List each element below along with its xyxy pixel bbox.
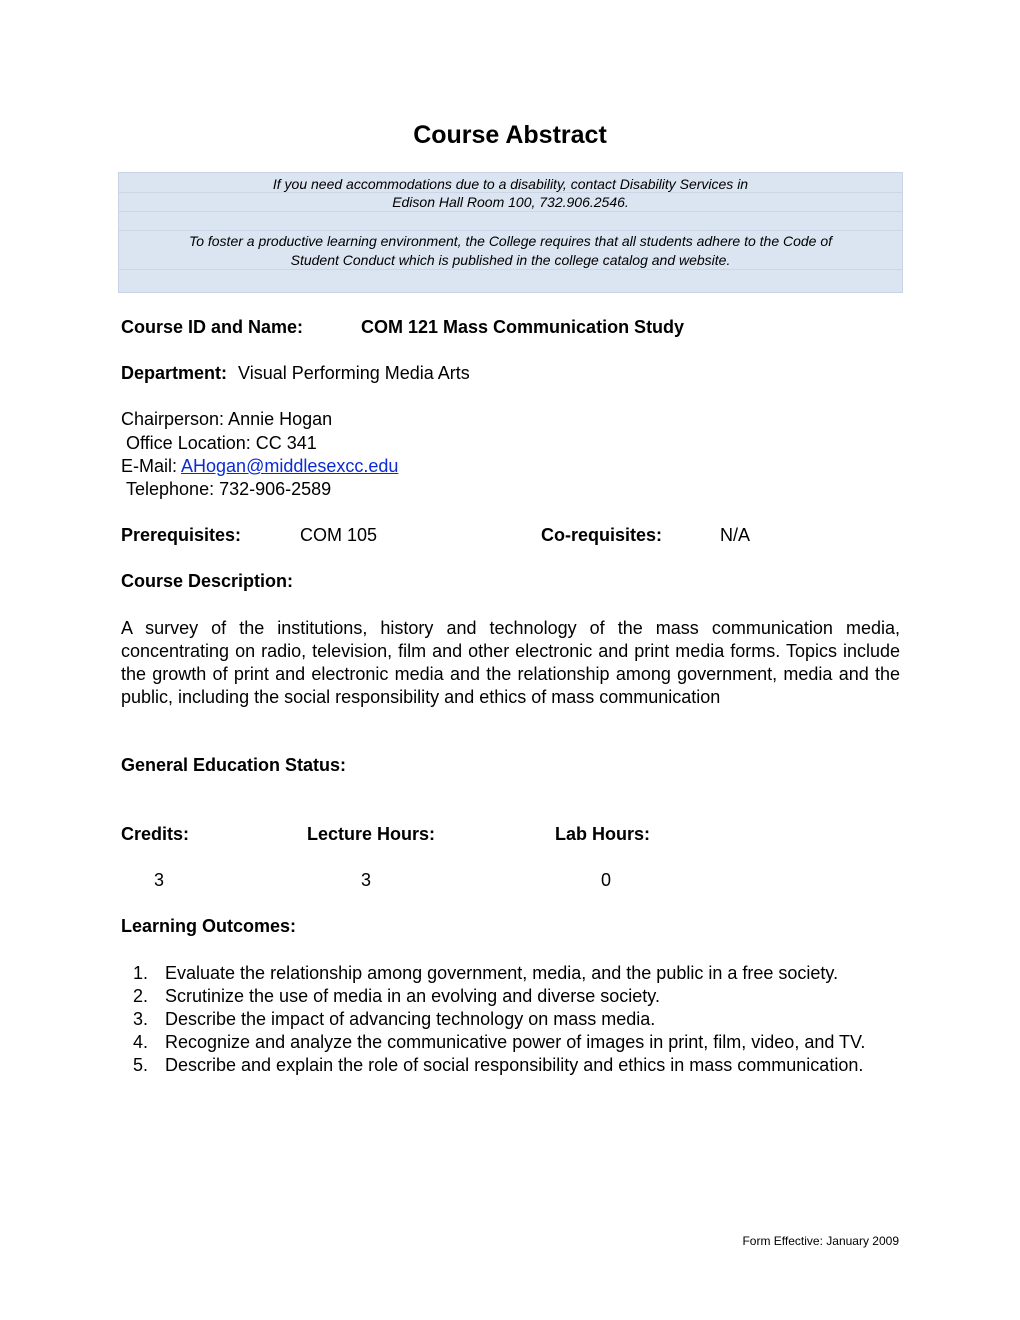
list-item [121,1031,898,1054]
list-item [121,962,898,985]
list-item [121,985,898,1008]
notice-box [118,172,903,293]
email-label: E-Mail: [121,456,182,476]
lab-hours-value: 0 [601,870,612,890]
list-item-number: 5. [133,1055,149,1075]
list-item-text: Describe and explain the role of social responsibility and ethics in mass communication. [165,1055,864,1075]
list-item-text: Recognize and analyze the communicative power of images in print, film, video, and TV. [165,1032,866,1052]
notice-divider [119,230,902,231]
email-link[interactable]: AHogan@middlesexcc.edu [181,456,399,476]
list-item-number: 1. [133,963,149,983]
gen-ed-status-label: General Education Status: [121,755,347,775]
department-row [121,362,470,385]
corequisites-label: Co-requisites: [541,525,663,545]
learning-outcomes-label: Learning Outcomes: [121,916,297,936]
list-item-text: Scrutinize the use of media in an evolving and diverse society. [165,986,660,1006]
conduct-notice-line-2: Student Conduct which is published in the college catalog and website. [290,252,731,268]
email-row [121,455,398,478]
list-item-text: Describe the impact of advancing technology on mass media. [165,1009,656,1029]
learning-outcomes-list [121,962,898,1077]
course-id-value: COM 121 Mass Communication Study [361,317,685,337]
disability-notice-line-1: If you need accommodations due to a disability, contact Disability Services in [272,176,749,192]
credits-value: 3 [154,870,165,890]
list-item [121,1054,898,1077]
office-location: Office Location: CC 341 [126,433,317,453]
list-item [121,1008,898,1031]
chairperson: Chairperson: Annie Hogan [121,409,333,429]
lab-hours-label: Lab Hours: [555,824,651,844]
conduct-notice-line-1: To foster a productive learning environment, the College requires that all students adhere to the Code of [188,233,833,249]
telephone: Telephone: 732-906-2589 [126,479,332,499]
department-value: Visual Performing Media Arts [238,363,470,383]
page-title: Course Abstract [413,121,607,149]
course-description-label: Course Description: [121,571,294,591]
course-description-text: A survey of the institutions, history and technology of the mass communication media, concentrating on radio, television, film and other electronic and print media forms. Topics include the growth of print and electronic media and the relationship among government, media and the public, including the social responsibility and ethics of mass communication [121,618,900,707]
credits-label: Credits: [121,824,190,844]
disability-notice-line-2: Edison Hall Room 100, 732.906.2546. [392,194,629,210]
corequisites-value: N/A [720,525,751,545]
course-id-label: Course ID and Name: [121,317,304,337]
form-effective-footer: Form Effective: January 2009 [742,1234,899,1248]
prerequisites-label: Prerequisites: [121,525,242,545]
list-item-number: 4. [133,1032,149,1052]
list-item-text: Evaluate the relationship among government, media, and the public in a free society. [165,963,839,983]
list-item-number: 2. [133,986,149,1006]
list-item-number: 3. [133,1009,149,1029]
prerequisites-value: COM 105 [300,525,378,545]
lecture-hours-value: 3 [361,870,372,890]
department-label: Department: [121,363,228,383]
lecture-hours-label: Lecture Hours: [307,824,436,844]
